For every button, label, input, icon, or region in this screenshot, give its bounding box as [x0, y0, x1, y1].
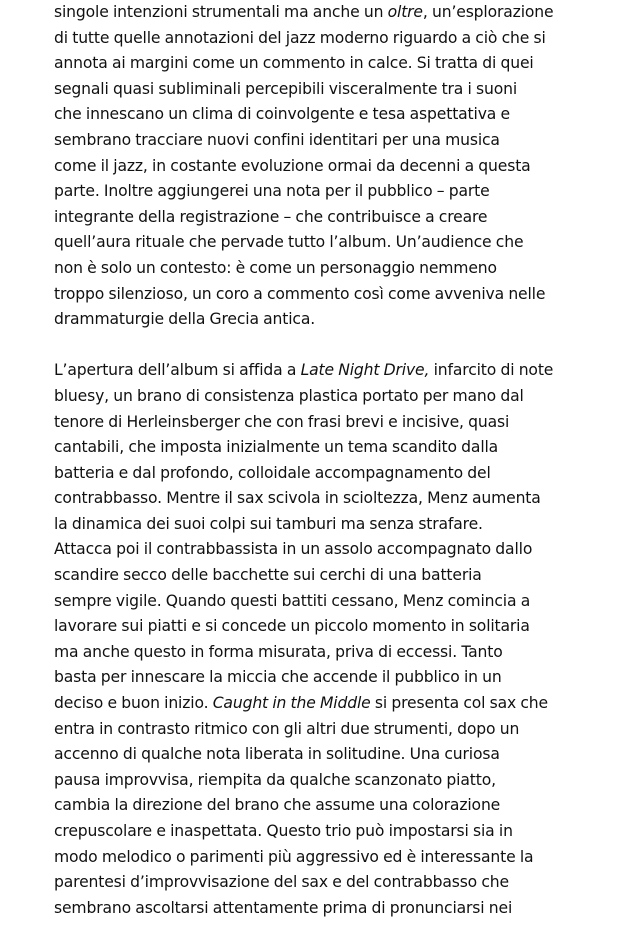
italic-title: Late Night Drive, — [300, 361, 430, 380]
text-line — [54, 640, 582, 666]
text-line — [54, 614, 582, 640]
text-segment: drammaturgie della Grecia antica. — [54, 310, 316, 329]
text-segment: lavorare sui piatti e si concede un piccolo momento in solitaria — [54, 617, 530, 636]
text-line — [54, 128, 582, 154]
text-segment: come il jazz, in costante evoluzione ormai da decenni a questa — [54, 156, 531, 175]
text-line — [54, 870, 582, 896]
text-segment: integrante della registrazione – che contribuisce a creare — [54, 207, 488, 226]
text-line — [54, 742, 582, 768]
text-segment: si presenta col sax che — [370, 694, 548, 713]
text-line — [54, 435, 582, 461]
text-line — [54, 384, 582, 410]
text-segment: Attacca poi il contrabbassista in un assolo accompagnato dallo — [54, 540, 533, 559]
text-segment: cambia la direzione del brano che assume una colorazione — [54, 796, 501, 815]
text-segment: parte. Inoltre aggiungerei una nota per il pubblico – parte — [54, 182, 490, 201]
text-segment: L’apertura dell’album si affida a — [54, 361, 301, 380]
text-segment: pausa improvvisa, riempita da qualche scanzonato piatto, — [54, 770, 496, 789]
text-line — [54, 282, 582, 308]
text-segment: bluesy, un brano di consistenza plastica portato per mano dal — [54, 386, 524, 405]
text-segment: deciso e buon inizio. — [54, 694, 213, 713]
text-line — [54, 665, 582, 691]
text-segment: segnali quasi subliminali percepibili visceralmente tra i suoni — [54, 79, 518, 98]
text-line — [54, 461, 582, 487]
text-segment: di tutte quelle annotazioni del jazz moderno riguardo a ciò che si — [54, 28, 546, 47]
text-segment: quell’aura rituale che pervade tutto l’album. Un’audience che — [54, 233, 524, 252]
text-line — [54, 896, 582, 922]
text-line — [54, 307, 582, 333]
text-segment: la dinamica dei suoi colpi sui tamburi ma senza strafare. — [54, 514, 483, 533]
text-line — [54, 717, 582, 743]
article-body — [54, 0, 582, 947]
text-segment: batteria e dal profondo, colloidale accompagnamento del — [54, 463, 491, 482]
text-line — [54, 410, 582, 436]
article-paragraph — [54, 358, 582, 921]
text-segment: modo melodico o parimenti più aggressivo ed è interessante la — [54, 847, 534, 866]
text-line — [54, 26, 582, 52]
text-segment: contrabbasso. Mentre il sax scivola in scioltezza, Menz aumenta — [54, 489, 541, 508]
text-line — [54, 102, 582, 128]
text-line — [54, 205, 582, 231]
text-line — [54, 358, 582, 384]
text-line — [54, 768, 582, 794]
text-segment: parentesi d’improvvisazione del sax e del contrabbasso che — [54, 873, 509, 892]
text-segment: accenno di qualche nota liberata in solitudine. Una curiosa — [54, 745, 500, 764]
text-line — [54, 0, 582, 26]
text-segment: crepuscolare e inaspettata. Questo trio può impostarsi sia in — [54, 822, 513, 840]
text-line — [54, 512, 582, 538]
text-line — [54, 230, 582, 256]
text-segment: scandire secco delle bacchette sui cerchi di una batteria — [54, 566, 482, 585]
text-line — [54, 256, 582, 282]
text-segment: non è solo un contesto: è come un personaggio nemmeno — [54, 258, 497, 277]
text-line — [54, 819, 582, 845]
article-paragraph — [54, 0, 582, 333]
text-line — [54, 154, 582, 180]
text-line — [54, 845, 582, 871]
text-segment: entra in contrasto ritmico con gli altri due strumenti, dopo un — [54, 719, 520, 738]
text-line — [54, 563, 582, 589]
text-line — [54, 486, 582, 512]
text-line — [54, 691, 582, 717]
text-segment: cantabili, che imposta inizialmente un tema scandito dalla — [54, 438, 499, 457]
text-line — [54, 51, 582, 77]
text-segment: tenore di Herleinsberger che con frasi brevi e incisive, quasi — [54, 412, 510, 431]
text-segment: singole intenzioni strumentali ma anche un — [54, 3, 388, 21]
text-segment: sembrano ascoltarsi attentamente prima di pronunciarsi nei — [54, 898, 513, 917]
text-line — [54, 537, 582, 563]
text-segment: infarcito di note — [429, 361, 554, 380]
text-segment: sempre vigile. Quando questi battiti cessano, Menz comincia a — [54, 591, 531, 610]
text-segment: troppo silenzioso, un coro a commento così come avveniva nelle — [54, 284, 546, 303]
text-segment: che innescano un clima di coinvolgente e tesa aspettativa e — [54, 105, 510, 124]
text-line — [54, 179, 582, 205]
text-segment: , un’esplorazione — [422, 3, 554, 21]
text-segment: annota ai margini come un commento in calce. Si tratta di quei — [54, 54, 534, 73]
text-line — [54, 793, 582, 819]
text-segment: basta per innescare la miccia che accende il pubblico in un — [54, 668, 502, 687]
italic-title: Caught in the Middle — [212, 694, 371, 713]
text-segment: sembrano tracciare nuovi confini identitari per una musica — [54, 130, 500, 149]
italic-title: oltre — [387, 3, 423, 21]
text-segment: ma anche questo in forma misurata, priva di eccessi. Tanto — [54, 642, 503, 661]
text-line — [54, 77, 582, 103]
text-line — [54, 589, 582, 615]
